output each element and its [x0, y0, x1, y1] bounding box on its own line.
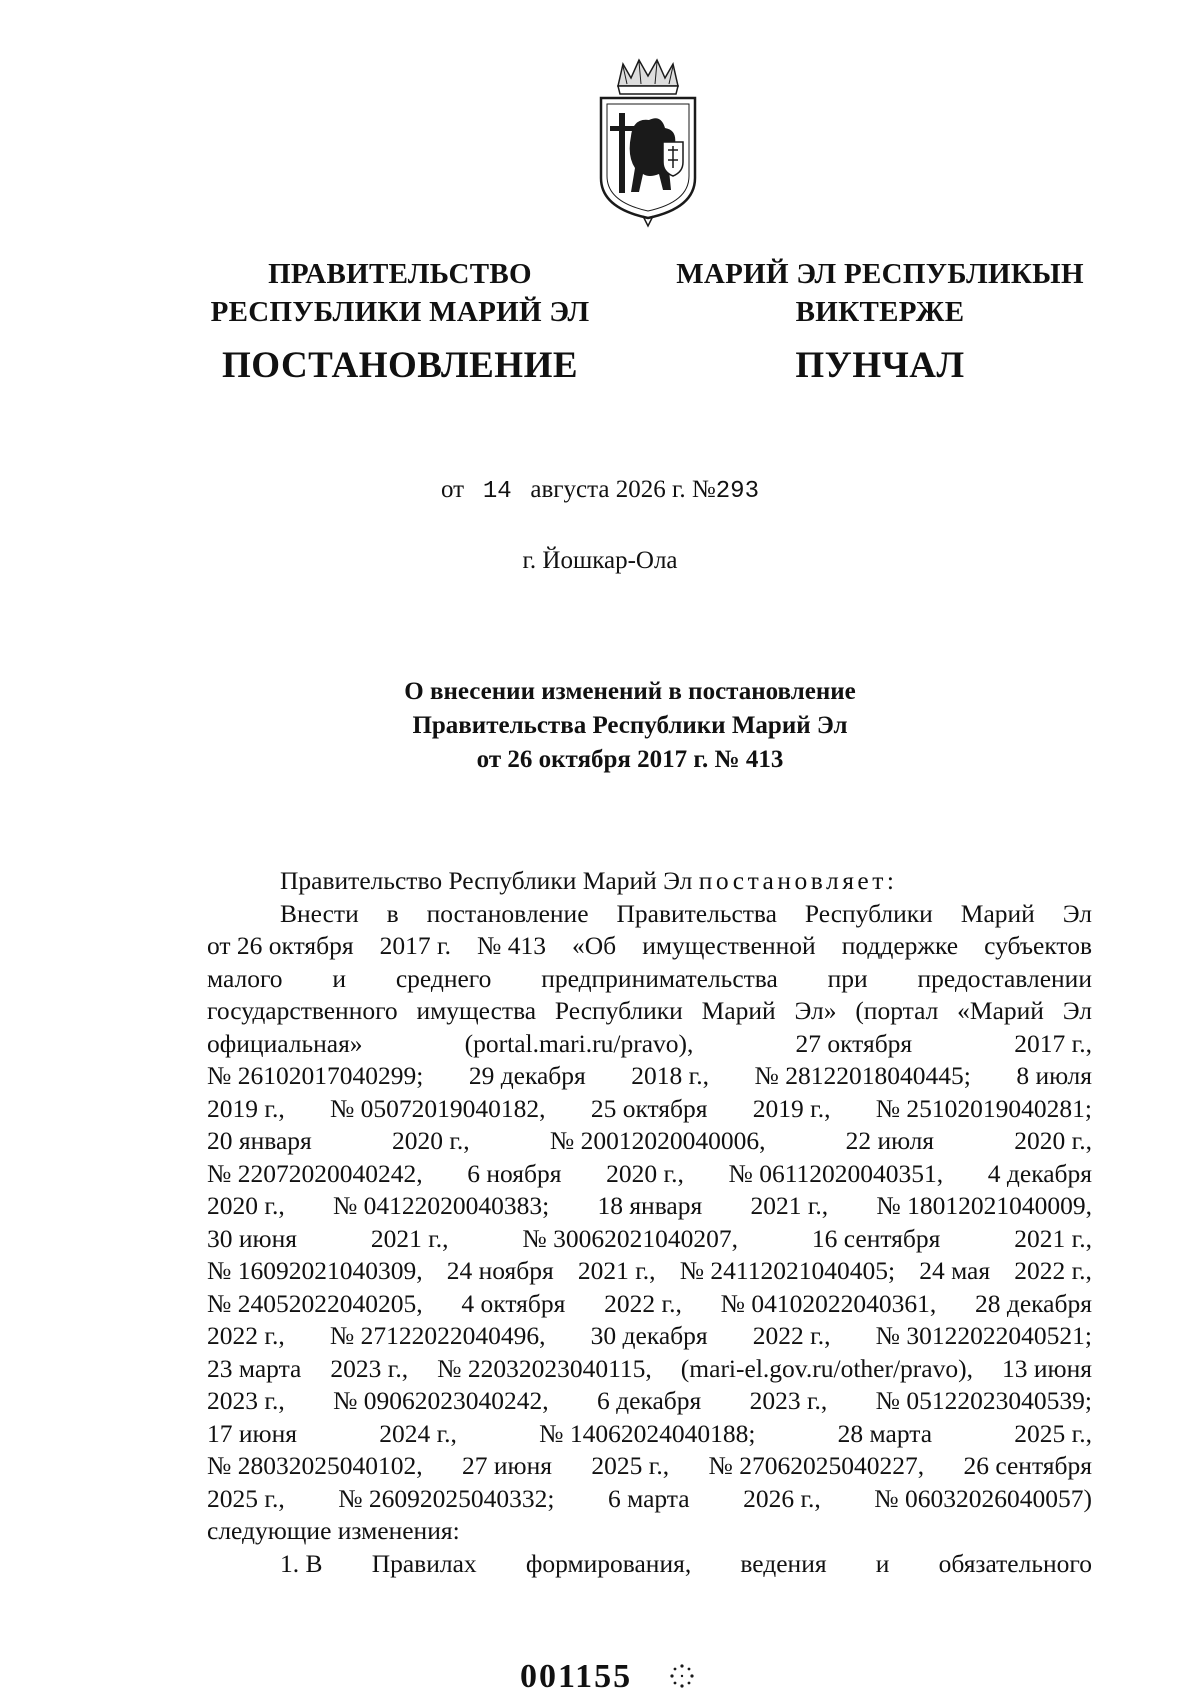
dot-mark-icon	[668, 1662, 696, 1690]
date-prefix: от	[440, 476, 465, 503]
body-word: 23 марта	[207, 1353, 302, 1383]
body-word: № 27122022040496,	[329, 1321, 546, 1350]
body-word: поддержке	[841, 931, 959, 960]
body-word: Марий	[960, 898, 1035, 928]
body-word: 2020 г.,	[1014, 1126, 1092, 1155]
body-word: № 30122022040521;	[875, 1321, 1092, 1350]
body-word: Эл	[1062, 898, 1092, 928]
body-last-line: следующие изменения:	[207, 1516, 460, 1545]
body-word: 25 октября	[590, 1093, 708, 1123]
body-word: официальная»	[207, 1028, 363, 1058]
body-word: 2022 г.,	[207, 1321, 285, 1350]
body-word: № 26092025040332;	[338, 1483, 555, 1513]
title-line2: Правительства Республики Марий Эл	[412, 712, 848, 739]
body-word: 4 декабря	[987, 1158, 1092, 1188]
body-word: 24 ноября	[446, 1256, 554, 1285]
body-word: 2020 г.,	[391, 1126, 470, 1155]
body-word: 2025 г.,	[207, 1483, 285, 1513]
body-word: Эл»	[794, 996, 837, 1025]
body-word: 2025 г.,	[591, 1451, 670, 1480]
body-word: № 20012020040006,	[549, 1126, 766, 1155]
body-word: № 22072020040242,	[207, 1158, 423, 1188]
body-word: № 05072019040182,	[329, 1093, 546, 1123]
body-word: 2022 г.,	[752, 1321, 831, 1350]
body-word: государственного	[207, 996, 398, 1025]
body-word: Марий	[701, 996, 776, 1025]
header-left-line1: ПРАВИТЕЛЬСТВО	[268, 258, 532, 290]
body-word: № 25102019040281;	[875, 1093, 1092, 1123]
body-line	[207, 1255, 1092, 1288]
preamble-text: Правительство Республики Марий Эл	[280, 866, 699, 895]
title-line3: от 26 октября 2017 г. № 413	[476, 746, 784, 773]
title-line1: О внесении изменений в постановление	[404, 678, 856, 705]
body-line	[207, 1353, 1092, 1386]
body-word: 2023 г.,	[207, 1386, 285, 1415]
body-word: 2021 г.,	[1014, 1223, 1092, 1253]
document-title	[300, 675, 960, 777]
body-line	[207, 963, 1092, 996]
item-1-line	[207, 1548, 1092, 1581]
body-line	[207, 995, 1092, 1028]
body-line	[207, 1223, 1092, 1256]
date-month-year: августа 2026 г. №	[530, 476, 716, 503]
body-word: от 26 октября	[207, 931, 354, 960]
body-word: «Марий	[957, 996, 1044, 1025]
body-word: 27 июня	[462, 1451, 552, 1480]
preamble-decree-word: постановляет:	[698, 866, 898, 895]
item-1-word: Правилах	[371, 1548, 477, 1578]
body-word: 2020 г.,	[606, 1158, 684, 1188]
body-line	[207, 1060, 1092, 1093]
header-mari	[660, 255, 1100, 389]
body-word: при	[827, 963, 868, 993]
body-word: 2018 г.,	[631, 1061, 709, 1090]
body-word: имущественной	[642, 931, 816, 960]
body-line	[207, 1125, 1092, 1158]
document-body	[207, 865, 1092, 1580]
body-word: № 18012021040009,	[876, 1191, 1092, 1220]
body-word: 28 декабря	[975, 1288, 1092, 1318]
body-word: (portal.mari.ru/pravo),	[464, 1028, 694, 1058]
body-word: 2024 г.,	[379, 1418, 457, 1448]
body-word: № 16092021040309,	[207, 1256, 423, 1285]
item-1-word: обязательного	[938, 1548, 1092, 1578]
body-line	[207, 1483, 1092, 1516]
body-word: № 26102017040299;	[207, 1061, 424, 1090]
preamble	[207, 865, 1092, 898]
body-word: 18 января	[597, 1191, 703, 1220]
body-word: «Об	[572, 931, 617, 960]
body-word: 2021 г.,	[370, 1223, 449, 1253]
body-line	[207, 1450, 1092, 1483]
body-word: 24 мая	[919, 1256, 991, 1285]
item-1-word: ведения	[740, 1548, 827, 1578]
body-word: 16 сентября	[811, 1223, 941, 1253]
body-word: 2021 г.,	[750, 1191, 829, 1220]
body-word: 17 июня	[207, 1418, 297, 1448]
body-word: 2023 г.,	[330, 1353, 409, 1383]
item-1-word: 1. В	[280, 1548, 323, 1578]
body-word: имущества	[416, 996, 537, 1025]
body-word: Внести	[280, 898, 359, 928]
body-word: № 05122023040539;	[875, 1386, 1092, 1415]
serial-number: 001155	[520, 1658, 633, 1695]
body-word: Правительства	[616, 898, 777, 928]
body-word: № 04122020040383;	[332, 1191, 550, 1220]
body-word: 2026 г.,	[743, 1483, 821, 1513]
document-number: 293	[715, 478, 759, 505]
header-left-line2: РЕСПУБЛИКИ МАРИЙ ЭЛ	[210, 296, 590, 328]
item-1-word: и	[875, 1548, 890, 1578]
body-line	[207, 898, 1092, 931]
body-word: 13 июня	[1002, 1353, 1092, 1383]
body-word: 4 октября	[461, 1288, 566, 1318]
body-word: 22 июля	[845, 1126, 935, 1155]
header-russian	[200, 255, 600, 389]
body-word: 6 марта	[607, 1483, 690, 1513]
body-word: 28 марта	[837, 1418, 933, 1448]
coat-of-arms-icon	[593, 58, 703, 233]
body-word: предпринимательства	[541, 963, 778, 993]
body-line	[207, 930, 1092, 963]
item-1-word: формирования,	[525, 1548, 692, 1578]
body-word: № 30062021040207,	[522, 1223, 739, 1253]
body-word: № 28122018040445;	[754, 1061, 971, 1090]
body-word: 2017 г.	[379, 931, 451, 960]
body-word: предоставлении	[917, 963, 1092, 993]
body-word: 8 июля	[1016, 1061, 1092, 1090]
body-word: Республики	[554, 996, 683, 1025]
body-word: 2022 г.,	[604, 1288, 682, 1318]
body-word: 2022 г.,	[1014, 1256, 1092, 1285]
header-right-line2: ВИКТЕРЖЕ	[795, 296, 965, 328]
body-word: 27 октября	[795, 1028, 913, 1058]
body-word: 30 июня	[207, 1223, 297, 1253]
body-word: 2019 г.,	[752, 1093, 831, 1123]
body-word: 2019 г.,	[207, 1093, 285, 1123]
body-word: среднего	[395, 963, 492, 993]
header-right-doctype: ПУНЧАЛ	[795, 345, 965, 386]
body-word: 2020 г.,	[207, 1191, 285, 1220]
body-line	[207, 1190, 1092, 1223]
header-right-line1: МАРИЙ ЭЛ РЕСПУБЛИКЫН	[676, 258, 1084, 290]
header-left-doctype: ПОСТАНОВЛЕНИЕ	[221, 345, 579, 386]
body-line	[207, 1418, 1092, 1451]
body-word: 2025 г.,	[1014, 1418, 1092, 1448]
body-word: № 27062025040227,	[708, 1451, 925, 1480]
body-word: № 24052022040205,	[207, 1288, 423, 1318]
document-date-line	[0, 476, 1200, 505]
body-word: (mari-el.gov.ru/other/pravo),	[680, 1353, 973, 1383]
body-word: № 04102022040361,	[720, 1288, 937, 1318]
body-word: № 413	[477, 931, 546, 960]
body-word: № 28032025040102,	[207, 1451, 423, 1480]
body-word: 20 января	[207, 1126, 312, 1155]
body-word: № 06032026040057)	[874, 1483, 1092, 1513]
body-line	[207, 1028, 1092, 1061]
body-word: и	[332, 963, 347, 993]
body-word: Эл	[1062, 996, 1092, 1025]
body-word: 2021 г.,	[577, 1256, 656, 1285]
body-word: малого	[207, 963, 283, 993]
body-word: № 14062024040188;	[539, 1418, 756, 1448]
body-line	[207, 1093, 1092, 1126]
body-line	[207, 1320, 1092, 1353]
body-word: 2023 г.,	[749, 1386, 828, 1415]
body-word: субъектов	[984, 931, 1092, 960]
body-word: 2017 г.,	[1014, 1028, 1092, 1058]
body-line	[207, 1158, 1092, 1191]
body-word: (портал	[855, 996, 939, 1025]
body-word: 30 декабря	[590, 1321, 708, 1350]
body-line	[207, 1385, 1092, 1418]
body-word: в	[386, 898, 399, 928]
body-word: 6 ноября	[467, 1158, 562, 1188]
date-day: 14	[482, 478, 512, 505]
body-word: № 24112021040405;	[679, 1256, 896, 1285]
body-word: № 09062023040242,	[333, 1386, 549, 1415]
body-word: 29 декабря	[468, 1061, 586, 1090]
body-paragraph	[207, 898, 1092, 1516]
city: г. Йошкар-Ола	[522, 547, 678, 574]
body-line	[207, 1288, 1092, 1321]
body-word: Республики	[804, 898, 933, 928]
body-word: 6 декабря	[597, 1386, 702, 1415]
body-word: 26 сентября	[963, 1451, 1092, 1480]
body-word: № 22032023040115,	[437, 1353, 652, 1383]
body-word: постановление	[426, 898, 589, 928]
body-word: № 06112020040351,	[728, 1158, 944, 1188]
